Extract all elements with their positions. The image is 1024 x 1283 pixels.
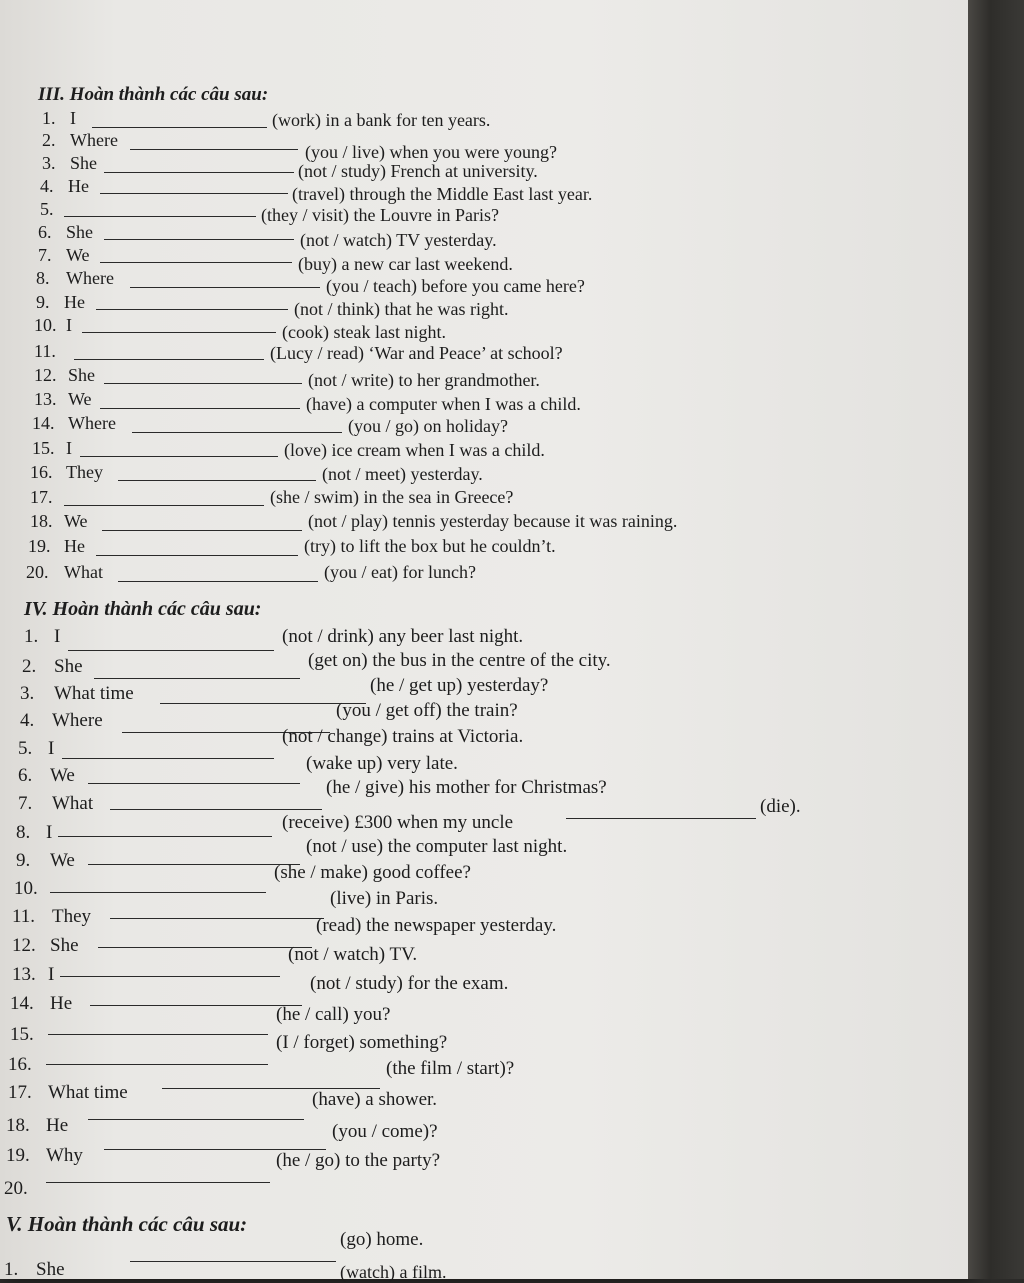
answer-blank[interactable] [46, 1064, 268, 1065]
item-number: 8. [16, 822, 31, 843]
item-number: 7. [18, 793, 33, 814]
answer-blank[interactable] [88, 783, 300, 784]
item-number: 19. [28, 536, 51, 556]
item-subject: I [66, 438, 72, 458]
item-hint: (love) ice cream when I was a child. [284, 440, 545, 460]
item-hint: (you / come)? [332, 1121, 438, 1142]
item-hint: (die). [760, 796, 801, 817]
item-hint: (not / play) tennis yesterday because it was raining. [308, 511, 678, 531]
item-subject: We [64, 511, 88, 531]
item-number: 20. [4, 1178, 28, 1199]
item-subject: I [48, 964, 55, 985]
item-number: 13. [34, 389, 57, 409]
answer-blank[interactable] [50, 892, 266, 893]
answer-blank[interactable] [82, 332, 276, 333]
item-number: 12. [12, 935, 36, 956]
item-subject: Where [68, 413, 116, 433]
answer-blank[interactable] [88, 1119, 304, 1120]
item-number: 16. [8, 1054, 32, 1075]
answer-blank[interactable] [74, 359, 264, 360]
item-number: 13. [12, 964, 36, 985]
item-number: 1. [24, 626, 39, 647]
item-number: 8. [36, 268, 50, 288]
item-number: 17. [30, 487, 53, 507]
item-subject: Why [46, 1145, 83, 1166]
answer-blank[interactable] [98, 947, 312, 948]
answer-blank[interactable] [68, 650, 274, 651]
item-number: 14. [10, 993, 34, 1014]
item-number: 1. [4, 1259, 19, 1280]
item-subject: I [46, 822, 53, 843]
item-subject: He [50, 993, 73, 1014]
answer-blank[interactable] [94, 678, 300, 679]
answer-blank[interactable] [104, 239, 294, 240]
answer-blank[interactable] [48, 1034, 268, 1035]
item-number: 11. [12, 906, 36, 927]
item-number: 2. [22, 656, 37, 677]
item-number: 19. [6, 1145, 30, 1166]
item-hint: (she / make) good coffee? [274, 862, 471, 883]
item-hint: (the film / start)? [386, 1058, 515, 1079]
item-subject: He [68, 176, 89, 196]
item-subject: She [54, 656, 83, 677]
answer-blank[interactable] [62, 758, 274, 759]
item-number: 9. [16, 850, 31, 871]
item-hint: (they / visit) the Louvre in Paris? [261, 205, 499, 225]
item-hint: (receive) £300 when my uncle [282, 812, 514, 833]
item-hint: (you / get off) the train? [336, 700, 518, 721]
answer-blank[interactable] [130, 287, 320, 288]
answer-blank[interactable] [96, 309, 288, 310]
answer-blank[interactable] [58, 836, 272, 837]
answer-blank[interactable] [104, 383, 302, 384]
item-number: 7. [38, 245, 52, 265]
item-number: 15. [32, 438, 55, 458]
item-number: 6. [18, 765, 33, 786]
answer-blank[interactable] [96, 555, 298, 556]
item-number: 1. [42, 108, 56, 128]
answer-blank[interactable] [118, 480, 316, 481]
answer-blank[interactable] [60, 976, 280, 977]
item-number: 14. [32, 413, 55, 433]
item-number: 3. [20, 683, 35, 704]
answer-blank[interactable] [130, 1261, 336, 1262]
answer-blank[interactable] [118, 581, 318, 582]
item-hint: (have) a shower. [312, 1089, 438, 1110]
item-hint: (have) a computer when I was a child. [306, 394, 581, 414]
item-hint: (get on) the bus in the centre of the city. [308, 650, 611, 671]
item-subject: Where [66, 268, 114, 288]
item-hint: (he / go) to the party? [276, 1150, 441, 1171]
item-subject: What [64, 562, 103, 582]
item-hint: (not / study) for the exam. [310, 973, 509, 994]
item-number: 4. [20, 710, 35, 731]
item-hint: (she / swim) in the sea in Greece? [270, 487, 514, 507]
section-heading: III. Hoàn thành các câu sau: [38, 84, 269, 105]
answer-blank[interactable] [64, 216, 256, 217]
item-number: 10. [14, 878, 38, 899]
answer-blank[interactable] [64, 505, 264, 506]
item-subject: She [66, 222, 93, 242]
item-hint: (cook) steak last night. [282, 322, 446, 342]
item-number: 9. [36, 292, 50, 312]
item-hint: (not / watch) TV yesterday. [300, 230, 497, 250]
item-subject: He [46, 1115, 69, 1136]
item-hint: (go) home. [340, 1229, 424, 1250]
item-hint: (not / study) French at university. [298, 161, 538, 181]
item-hint: (wake up) very late. [306, 753, 458, 774]
item-subject: I [70, 108, 76, 128]
item-subject: I [66, 315, 72, 335]
answer-blank[interactable] [132, 432, 342, 433]
item-subject: We [50, 850, 75, 871]
item-number: 2. [42, 130, 56, 150]
item-hint: (read) the newspaper yesterday. [316, 915, 557, 936]
item-subject: She [50, 935, 79, 956]
item-hint: (Lucy / read) ‘War and Peace’ at school? [270, 343, 563, 363]
item-hint: (he / get up) yesterday? [370, 675, 549, 696]
answer-blank[interactable] [110, 918, 324, 919]
item-subject: Where [52, 710, 103, 731]
desk-background [968, 0, 1024, 1279]
section-heading: V. Hoàn thành các câu sau: [6, 1212, 248, 1236]
item-hint: (try) to lift the box but he couldn’t. [304, 536, 556, 556]
item-number: 15. [10, 1024, 34, 1045]
item-subject: What time [54, 683, 134, 704]
item-hint: (not / change) trains at Victoria. [282, 726, 524, 747]
item-hint: (not / think) that he was right. [294, 299, 509, 319]
answer-blank[interactable] [566, 818, 756, 819]
answer-blank[interactable] [100, 408, 300, 409]
item-hint: (watch) a film. [340, 1262, 447, 1282]
answer-blank[interactable] [110, 809, 322, 810]
item-hint: (buy) a new car last weekend. [298, 254, 513, 274]
answer-blank[interactable] [80, 456, 278, 457]
answer-blank[interactable] [100, 262, 292, 263]
item-subject: They [52, 906, 92, 927]
item-number: 12. [34, 365, 57, 385]
item-hint: (not / use) the computer last night. [306, 836, 568, 857]
answer-blank[interactable] [90, 1005, 302, 1006]
item-number: 20. [26, 562, 49, 582]
item-hint: (not / write) to her grandmother. [308, 370, 540, 390]
item-subject: They [66, 462, 103, 482]
item-subject: Where [70, 130, 118, 150]
item-hint: (not / watch) TV. [288, 944, 418, 965]
item-subject: What [52, 793, 94, 814]
answer-blank[interactable] [92, 127, 267, 128]
item-hint: (not / drink) any beer last night. [282, 626, 524, 647]
item-subject: We [68, 389, 92, 409]
item-hint: (you / teach) before you came here? [326, 276, 585, 296]
item-hint: (he / call) you? [276, 1004, 391, 1025]
item-hint: (he / give) his mother for Christmas? [326, 777, 607, 798]
item-hint: (you / live) when you were young? [305, 142, 557, 162]
item-number: 16. [30, 462, 53, 482]
item-subject: She [36, 1259, 65, 1280]
item-hint: (not / meet) yesterday. [322, 464, 483, 484]
answer-blank[interactable] [88, 864, 300, 865]
item-number: 11. [34, 341, 56, 361]
item-hint: (work) in a bank for ten years. [272, 110, 491, 130]
item-subject: I [54, 626, 61, 647]
item-hint: (you / eat) for lunch? [324, 562, 476, 582]
item-subject: What time [48, 1082, 128, 1103]
item-number: 5. [40, 199, 54, 219]
item-subject: She [68, 365, 95, 385]
item-number: 5. [18, 738, 33, 759]
answer-blank[interactable] [130, 149, 298, 150]
item-number: 4. [40, 176, 54, 196]
answer-blank[interactable] [104, 172, 294, 173]
answer-blank[interactable] [100, 193, 288, 194]
item-subject: She [70, 153, 97, 173]
item-hint: (live) in Paris. [330, 888, 439, 909]
section-heading: IV. Hoàn thành các câu sau: [24, 598, 262, 620]
item-hint: (I / forget) something? [276, 1032, 448, 1053]
item-hint: (travel) through the Middle East last year. [292, 184, 593, 204]
item-number: 3. [42, 153, 56, 173]
item-number: 18. [30, 511, 53, 531]
answer-blank[interactable] [46, 1182, 270, 1183]
item-hint: (you / go) on holiday? [348, 416, 508, 436]
item-subject: We [50, 765, 75, 786]
item-number: 18. [6, 1115, 30, 1136]
item-subject: He [64, 292, 85, 312]
item-subject: We [66, 245, 90, 265]
item-number: 6. [38, 222, 52, 242]
item-subject: I [48, 738, 55, 759]
item-subject: He [64, 536, 85, 556]
answer-blank[interactable] [102, 530, 302, 531]
item-number: 17. [8, 1082, 32, 1103]
item-number: 10. [34, 315, 57, 335]
